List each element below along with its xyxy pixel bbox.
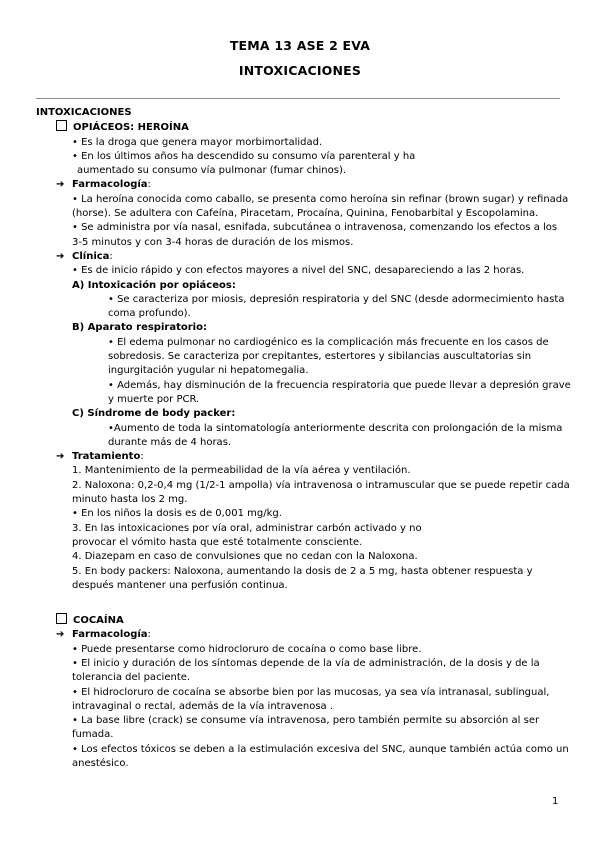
arrow-right-icon: ➔ [56, 250, 65, 262]
tratamiento-line: 5. En body packers: Naloxona, aumentando la dosis de 2 a 5 mg, hasta obtener respuesta y [72, 565, 533, 577]
respiratorio-line: ingurgitación yugular ni hepatomegalia. [108, 365, 309, 377]
section-heading: INTOXICACIONES [36, 107, 132, 118]
cocaina-farmacologia-line: anestésico. [72, 758, 129, 770]
intoxicacion-line: coma profundo). [108, 308, 191, 320]
intoxicacion-heading: A) Intoxicación por opiáceos: [72, 279, 236, 291]
arrow-right-icon: ➔ [56, 179, 65, 191]
tratamiento-line: después mantener una perfusión continua. [72, 579, 288, 591]
tratamiento-line: 1. Mantenimiento de la permeabilidad de la vía aérea y ventilación. [72, 465, 411, 477]
tratamiento-line: 2. Naloxona: 0,2-0,4 mg (1/2-1 ampolla) vía intravenosa o intramuscular que se puede repetir cada [72, 479, 570, 491]
page-number: 1 [552, 796, 559, 807]
cocaina-farmacologia-line: • La base libre (crack) se consume vía intravenosa, pero también permite su absorción al ser [72, 715, 540, 727]
opiaceos-intro-line: aumentado su consumo vía pulmonar (fumar chinos). [77, 165, 347, 177]
opiaceos-farmacologia-line: • La heroína conocida como caballo, se presenta como heroína sin refinar (brown sugar) y refinada [72, 193, 569, 205]
respiratorio-line: y muerte por PCR. [108, 393, 200, 405]
cocaina-farmacologia-line: intravaginal o rectal, además de la vía intravenosa . [72, 700, 334, 712]
cocaina-farmacologia-line: • Los efectos tóxicos se deben a la estimulación excesiva del SNC, aunque también actúa como un [72, 743, 569, 755]
tratamiento-line: 3. En las intoxicaciones por vía oral, administrar carbón activado y no [72, 522, 422, 534]
opiaceos-intro-line: • En los últimos años ha descendido su consumo vía parenteral y ha [72, 150, 416, 162]
document-subtitle: INTOXICACIONES [238, 63, 362, 78]
section-spacer [0, 593, 600, 613]
opiaceos-farmacologia-heading: ➔ Farmacología: [0, 178, 600, 192]
opiaceos-clinica-heading: ➔ Clínica: [0, 250, 600, 264]
opiaceos-intro-line: • Es la droga que genera mayor morbimortalidad. [72, 136, 323, 148]
respiratorio-line: sobredosis. Se caracteriza por crepitantes, estertores y sibilancias auscultatorias sin [108, 351, 532, 363]
tratamiento-line: provocar el vómito hasta que esté totalmente consciente. [72, 536, 363, 548]
cocaina-farmacologia-line: • Puede presentarse como hidrocloruro de cocaína o como base libre. [72, 643, 422, 655]
opiaceos-clinica-line: • Es de inicio rápido y con efectos mayores a nivel del SNC, desapareciendo a las 2 horas. [72, 265, 525, 277]
arrow-right-icon: ➔ [56, 451, 65, 463]
cocaina-farmacologia-line: • El inicio y duración de los síntomas depende de la vía de administración, de la dosis y de la [72, 657, 540, 669]
body-packer-line: •Aumento de toda la sintomatología anteriormente descrita con prolongación de la misma [108, 422, 563, 434]
arrow-right-icon: ➔ [56, 629, 65, 641]
opiaceos-farmacologia-line: • Se administra por vía nasal, esnifada, subcutánea o intravenosa, comenzando los efectos a los [72, 222, 558, 234]
tratamiento-line: • En los niños la dosis es de 0,001 mg/kg. [72, 508, 282, 520]
body-packer-line: durante más de 4 horas. [108, 436, 232, 448]
tratamiento-line: minuto hasta los 2 mg. [72, 494, 188, 506]
cocaina-farmacologia-heading: ➔ Farmacología: [0, 628, 600, 642]
document-title: TEMA 13 ASE 2 EVA [229, 38, 371, 53]
opiaceos-tratamiento-heading: ➔ Tratamiento: [0, 450, 600, 464]
header-divider [36, 98, 560, 99]
cocaina-farmacologia-line: fumada. [72, 729, 114, 741]
checkbox-icon [56, 120, 67, 131]
opiaceos-farmacologia-line: 3-5 minutos y con 3-4 horas de duración de los mismos. [72, 236, 354, 248]
opiaceos-farmacologia-line: (horse). Se adultera con Cafeína, Piracetam, Procaína, Quinina, Fenobarbital y Escopolamina. [72, 208, 539, 220]
cocaina-farmacologia-line: • El hidrocloruro de cocaína se absorbe bien por las mucosas, ya sea vía intranasal, sublingual, [72, 686, 550, 698]
document-body [0, 106, 600, 771]
respiratorio-line: • El edema pulmonar no cardiogénico es la complicación más frecuente en los casos de [108, 336, 549, 348]
checkbox-icon [56, 613, 67, 624]
respiratorio-line: • Además, hay disminución de la frecuencia respiratoria que puede llevar a depresión grave [108, 379, 571, 391]
body-packer-heading: C) Síndrome de body packer: [72, 408, 236, 420]
respiratorio-heading: B) Aparato respiratorio: [72, 322, 207, 334]
opiaceos-heading: OPIÁCEOS: HEROÍNA [0, 120, 600, 135]
intoxicacion-line: • Se caracteriza por miosis, depresión respiratoria y del SNC (desde adormecimiento hasta [108, 293, 565, 305]
cocaina-farmacologia-line: tolerancia del paciente. [72, 672, 191, 684]
tratamiento-line: 4. Diazepam en caso de convulsiones que no cedan con la Naloxona. [72, 551, 418, 563]
cocaina-heading: COCAÍNA [0, 613, 600, 628]
